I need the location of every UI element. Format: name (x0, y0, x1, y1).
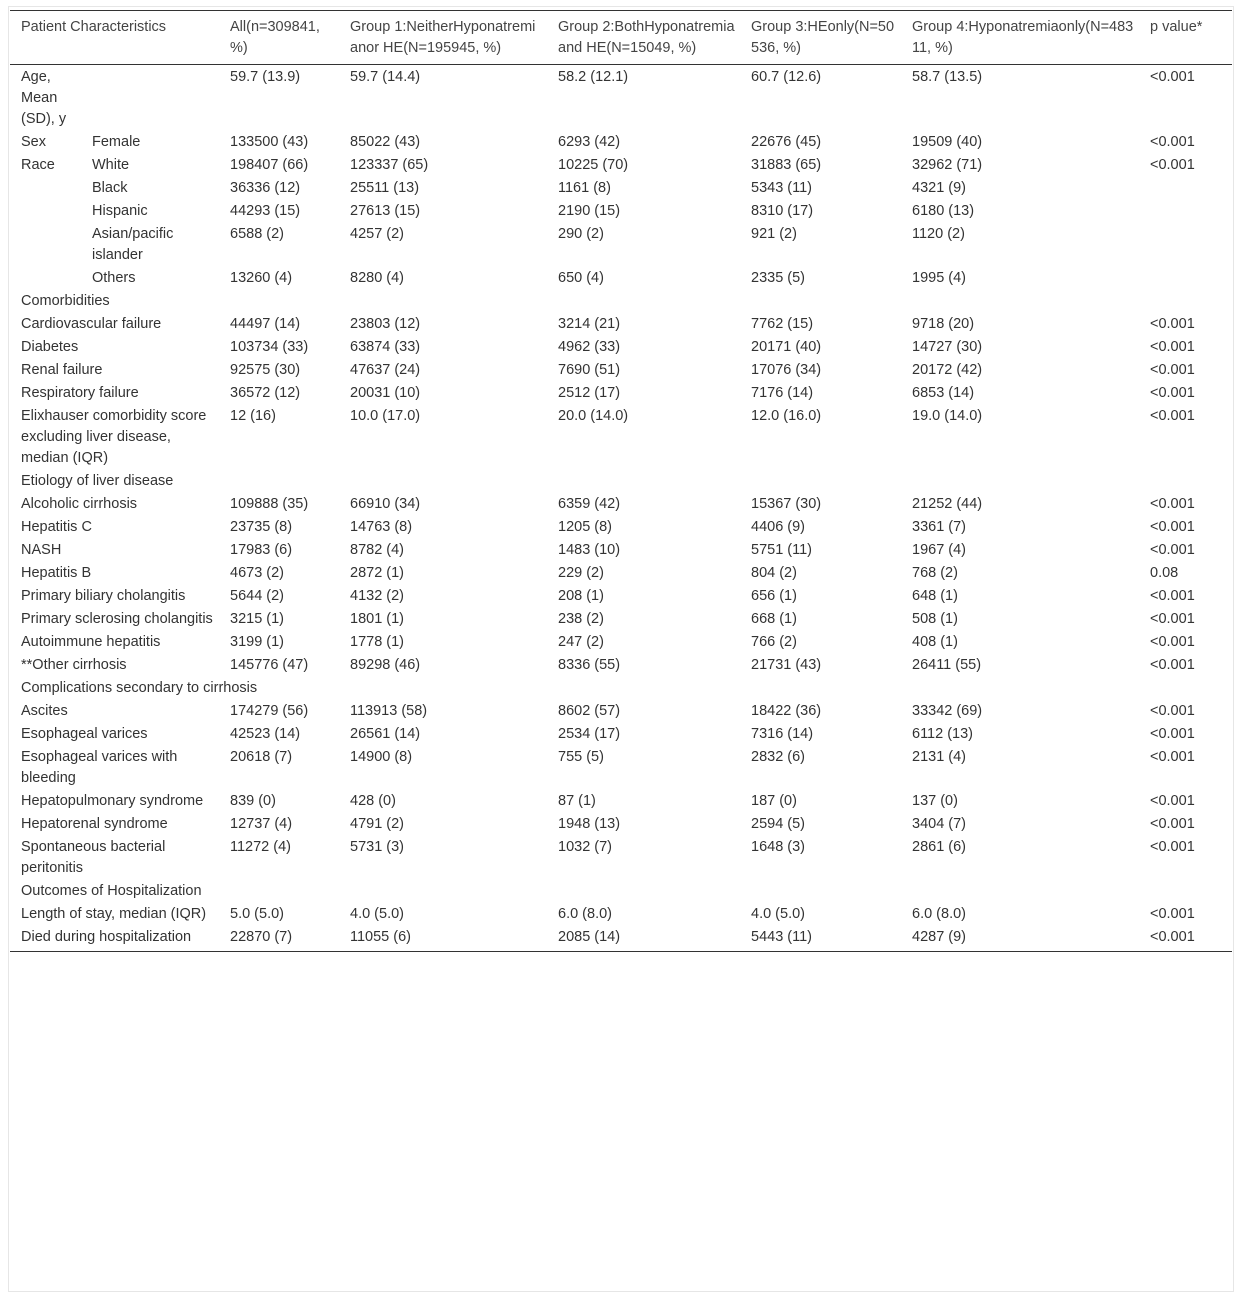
row-sublabel (88, 65, 219, 132)
row-sublabel: White (92, 157, 130, 173)
value-cell: 766 (2) (751, 634, 797, 650)
row-label: Primary sclerosing cholangitis (21, 611, 213, 627)
value-cell: 32962 (71) (912, 157, 983, 173)
p-value-cell: <0.001 (1150, 793, 1195, 809)
table-row (10, 700, 1232, 723)
value-cell: 5644 (2) (230, 588, 285, 604)
value-cell: 5443 (11) (751, 929, 812, 945)
value-cell: 2512 (17) (558, 385, 621, 401)
value-cell: 4673 (2) (230, 565, 285, 581)
row-label (10, 200, 88, 223)
value-cell: 27613 (15) (350, 203, 421, 219)
p-value-cell: <0.001 (1150, 906, 1195, 922)
value-cell: 85022 (43) (350, 134, 421, 150)
value-cell: 4406 (9) (751, 519, 806, 535)
value-cell: 137 (0) (912, 793, 958, 809)
row-label: Hepatitis B (21, 565, 92, 581)
value-cell: 113913 (58) (350, 703, 428, 719)
value-cell: 4.0 (5.0) (751, 906, 805, 922)
value-cell: 1801 (1) (350, 611, 405, 627)
p-value-cell: <0.001 (1150, 69, 1195, 85)
value-cell: 58.7 (13.5) (912, 69, 983, 85)
header-patient-characteristics: Patient Characteristics (21, 19, 167, 35)
value-cell: 33342 (69) (912, 703, 983, 719)
value-cell: 2832 (6) (751, 749, 806, 765)
value-cell: 17076 (34) (751, 362, 822, 378)
p-value-cell: <0.001 (1150, 816, 1195, 832)
value-cell: 648 (1) (912, 588, 958, 604)
value-cell: 6293 (42) (558, 134, 621, 150)
value-cell: 36572 (12) (230, 385, 301, 401)
value-cell: 66910 (34) (350, 496, 421, 512)
value-cell: 2131 (4) (912, 749, 967, 765)
value-cell: 4.0 (5.0) (350, 906, 404, 922)
value-cell: 2335 (5) (751, 270, 806, 286)
p-value-cell (1139, 223, 1232, 267)
value-cell: 2190 (15) (558, 203, 621, 219)
section-heading: Outcomes of Hospitalization (21, 883, 202, 899)
row-label: Sex (21, 134, 46, 150)
value-cell: 247 (2) (558, 634, 604, 650)
p-value-cell: <0.001 (1150, 634, 1195, 650)
value-cell: 23735 (8) (230, 519, 293, 535)
value-cell: 25511 (13) (350, 180, 420, 196)
value-cell: 14900 (8) (350, 749, 413, 765)
row-label: Hepatitis C (21, 519, 92, 535)
value-cell: 174279 (56) (230, 703, 309, 719)
value-cell: 4962 (33) (558, 339, 621, 355)
p-value-cell (1139, 177, 1232, 200)
table-row (10, 313, 1232, 336)
value-cell: 20171 (40) (751, 339, 822, 355)
value-cell: 89298 (46) (350, 657, 421, 673)
row-label: Hepatorenal syndrome (21, 816, 168, 832)
table-row (10, 177, 1232, 200)
section-row (10, 880, 1232, 903)
p-value-cell: <0.001 (1150, 588, 1195, 604)
table-row (10, 790, 1232, 813)
patient-characteristics-table (10, 10, 1232, 952)
value-cell: 12.0 (16.0) (751, 408, 822, 424)
value-cell: 3215 (1) (230, 611, 285, 627)
header-group-3: Group 3:HEonly(N=50536, %) (751, 19, 895, 56)
value-cell: 238 (2) (558, 611, 604, 627)
value-cell: 19.0 (14.0) (912, 408, 983, 424)
value-cell: 6.0 (8.0) (912, 906, 966, 922)
section-row (10, 290, 1232, 313)
value-cell: 8310 (17) (751, 203, 814, 219)
value-cell: 1205 (8) (558, 519, 613, 535)
value-cell: 8336 (55) (558, 657, 621, 673)
value-cell: 7690 (51) (558, 362, 621, 378)
value-cell: 1967 (4) (912, 542, 967, 558)
table-row (10, 65, 1232, 132)
value-cell: 1648 (3) (751, 839, 806, 855)
value-cell: 4132 (2) (350, 588, 405, 604)
value-cell: 103734 (33) (230, 339, 309, 355)
table-row (10, 336, 1232, 359)
value-cell: 20.0 (14.0) (558, 408, 629, 424)
value-cell: 8280 (4) (350, 270, 405, 286)
value-cell: 14727 (30) (912, 339, 983, 355)
value-cell: 2861 (6) (912, 839, 967, 855)
value-cell: 650 (4) (558, 270, 604, 286)
p-value-cell: <0.001 (1150, 339, 1195, 355)
row-label (10, 223, 88, 267)
value-cell: 6588 (2) (230, 226, 285, 242)
value-cell: 58.2 (12.1) (558, 69, 629, 85)
value-cell: 8602 (57) (558, 703, 621, 719)
value-cell: 755 (5) (558, 749, 604, 765)
value-cell: 145776 (47) (230, 657, 309, 673)
value-cell: 5.0 (5.0) (230, 906, 284, 922)
row-label: Hepatopulmonary syndrome (21, 793, 204, 809)
value-cell: 11272 (4) (230, 839, 291, 855)
section-row (10, 470, 1232, 493)
value-cell: 10225 (70) (558, 157, 629, 173)
table-row (10, 746, 1232, 790)
row-label: NASH (21, 542, 62, 558)
value-cell: 9718 (20) (912, 316, 975, 332)
row-label: Primary biliary cholangitis (21, 588, 186, 604)
p-value-cell (1139, 267, 1232, 290)
table-row (10, 405, 1232, 470)
row-sublabel: Asian/pacific islander (92, 226, 174, 263)
value-cell: 7762 (15) (751, 316, 814, 332)
table-row (10, 562, 1232, 585)
p-value-cell (1139, 200, 1232, 223)
value-cell: 4257 (2) (350, 226, 405, 242)
row-label: Cardiovascular failure (21, 316, 162, 332)
row-label: Ascites (21, 703, 68, 719)
table-row (10, 493, 1232, 516)
value-cell: 290 (2) (558, 226, 604, 242)
table-row (10, 585, 1232, 608)
value-cell: 668 (1) (751, 611, 797, 627)
value-cell: 3199 (1) (230, 634, 285, 650)
value-cell: 92575 (30) (230, 362, 301, 378)
table-row (10, 631, 1232, 654)
section-heading: Etiology of liver disease (21, 473, 174, 489)
value-cell: 20031 (10) (350, 385, 421, 401)
value-cell: 508 (1) (912, 611, 958, 627)
value-cell: 2534 (17) (558, 726, 621, 742)
value-cell: 87 (1) (558, 793, 596, 809)
value-cell: 428 (0) (350, 793, 396, 809)
value-cell: 12 (16) (230, 408, 276, 424)
table-row (10, 836, 1232, 880)
p-value-cell: <0.001 (1150, 157, 1195, 173)
row-label: Spontaneous bacterial peritonitis (21, 839, 166, 876)
header-p-value: p value* (1150, 19, 1203, 35)
header-group-1: Group 1:NeitherHyponatremianor HE(N=195945, %) (350, 19, 536, 56)
value-cell: 5731 (3) (350, 839, 405, 855)
value-cell: 21252 (44) (912, 496, 983, 512)
value-cell: 11055 (6) (350, 929, 411, 945)
value-cell: 12737 (4) (230, 816, 293, 832)
row-label: Respiratory failure (21, 385, 139, 401)
p-value-cell: <0.001 (1150, 703, 1195, 719)
table-row (10, 903, 1232, 926)
value-cell: 63874 (33) (350, 339, 421, 355)
table-row (10, 154, 1232, 177)
table-row (10, 200, 1232, 223)
value-cell: 20172 (42) (912, 362, 983, 378)
value-cell: 19509 (40) (912, 134, 983, 150)
p-value-cell: <0.001 (1150, 385, 1195, 401)
table-row (10, 131, 1232, 154)
table-row (10, 608, 1232, 631)
value-cell: 1948 (13) (558, 816, 621, 832)
value-cell: 4321 (9) (912, 180, 967, 196)
value-cell: 18422 (36) (751, 703, 822, 719)
row-label: Autoimmune hepatitis (21, 634, 161, 650)
value-cell: 4287 (9) (912, 929, 967, 945)
value-cell: 15367 (30) (751, 496, 822, 512)
value-cell: 208 (1) (558, 588, 604, 604)
p-value-cell: 0.08 (1150, 565, 1179, 581)
table-row (10, 813, 1232, 836)
value-cell: 17983 (6) (230, 542, 293, 558)
value-cell: 60.7 (12.6) (751, 69, 822, 85)
value-cell: 23803 (12) (350, 316, 421, 332)
p-value-cell: <0.001 (1150, 929, 1195, 945)
value-cell: 408 (1) (912, 634, 958, 650)
value-cell: 21731 (43) (751, 657, 822, 673)
row-label: Alcoholic cirrhosis (21, 496, 138, 512)
table-row (10, 223, 1232, 267)
p-value-cell: <0.001 (1150, 316, 1195, 332)
value-cell: 6853 (14) (912, 385, 975, 401)
value-cell: 804 (2) (751, 565, 797, 581)
value-cell: 47637 (24) (350, 362, 421, 378)
value-cell: 8782 (4) (350, 542, 405, 558)
row-sublabel: Female (92, 134, 141, 150)
value-cell: 1778 (1) (350, 634, 405, 650)
row-label: Renal failure (21, 362, 103, 378)
value-cell: 839 (0) (230, 793, 276, 809)
value-cell: 187 (0) (751, 793, 797, 809)
table-row (10, 267, 1232, 290)
value-cell: 768 (2) (912, 565, 958, 581)
row-label: Diabetes (21, 339, 79, 355)
value-cell: 3214 (21) (558, 316, 621, 332)
p-value-cell: <0.001 (1150, 749, 1195, 765)
section-heading: Comorbidities (21, 293, 110, 309)
value-cell: 36336 (12) (230, 180, 301, 196)
table-row (10, 926, 1232, 952)
value-cell: 44293 (15) (230, 203, 301, 219)
table-row (10, 516, 1232, 539)
value-cell: 229 (2) (558, 565, 604, 581)
row-label: **Other cirrhosis (21, 657, 127, 673)
row-label: Died during hospitalization (21, 929, 192, 945)
value-cell: 2594 (5) (751, 816, 806, 832)
row-label (10, 177, 88, 200)
value-cell: 22676 (45) (751, 134, 822, 150)
value-cell: 26411 (55) (912, 657, 982, 673)
value-cell: 6180 (13) (912, 203, 975, 219)
row-label: Esophageal varices with bleeding (21, 749, 178, 786)
value-cell: 20618 (7) (230, 749, 293, 765)
value-cell: 5751 (11) (751, 542, 812, 558)
value-cell: 198407 (66) (230, 157, 309, 173)
value-cell: 1032 (7) (558, 839, 613, 855)
p-value-cell: <0.001 (1150, 134, 1195, 150)
table-header-row (10, 11, 1232, 65)
table-row (10, 654, 1232, 677)
p-value-cell: <0.001 (1150, 496, 1195, 512)
p-value-cell: <0.001 (1150, 519, 1195, 535)
row-sublabel: Black (92, 180, 128, 196)
p-value-cell: <0.001 (1150, 839, 1195, 855)
row-label: Race (21, 157, 55, 173)
table-row (10, 723, 1232, 746)
value-cell: 6.0 (8.0) (558, 906, 612, 922)
value-cell: 13260 (4) (230, 270, 293, 286)
value-cell: 22870 (7) (230, 929, 293, 945)
value-cell: 31883 (65) (751, 157, 822, 173)
row-label: Esophageal varices (21, 726, 148, 742)
row-sublabel: Hispanic (92, 203, 148, 219)
row-label (10, 267, 88, 290)
value-cell: 10.0 (17.0) (350, 408, 421, 424)
table-row (10, 539, 1232, 562)
value-cell: 4791 (2) (350, 816, 405, 832)
table-row (10, 359, 1232, 382)
value-cell: 5343 (11) (751, 180, 812, 196)
value-cell: 123337 (65) (350, 157, 429, 173)
value-cell: 656 (1) (751, 588, 797, 604)
value-cell: 1995 (4) (912, 270, 967, 286)
value-cell: 26561 (14) (350, 726, 421, 742)
value-cell: 44497 (14) (230, 316, 301, 332)
value-cell: 59.7 (13.9) (230, 69, 301, 85)
header-group-2: Group 2:BothHyponatremiaand HE(N=15049, %) (558, 19, 735, 56)
p-value-cell: <0.001 (1150, 408, 1195, 424)
p-value-cell: <0.001 (1150, 726, 1195, 742)
value-cell: 109888 (35) (230, 496, 309, 512)
value-cell: 2085 (14) (558, 929, 621, 945)
row-label: Age, Mean (SD), y (21, 69, 67, 127)
row-label: Elixhauser comorbidity score excluding liver disease, median (IQR) (21, 408, 207, 466)
value-cell: 133500 (43) (230, 134, 309, 150)
value-cell: 921 (2) (751, 226, 797, 242)
row-label: Length of stay, median (IQR) (21, 906, 207, 922)
header-all: All(n=309841, %) (230, 19, 320, 56)
value-cell: 42523 (14) (230, 726, 301, 742)
value-cell: 1483 (10) (558, 542, 621, 558)
value-cell: 59.7 (14.4) (350, 69, 421, 85)
table-body (10, 65, 1232, 952)
value-cell: 3404 (7) (912, 816, 967, 832)
p-value-cell: <0.001 (1150, 542, 1195, 558)
section-row (10, 677, 1232, 700)
value-cell: 7316 (14) (751, 726, 814, 742)
value-cell: 2872 (1) (350, 565, 405, 581)
value-cell: 3361 (7) (912, 519, 967, 535)
table-row (10, 382, 1232, 405)
p-value-cell: <0.001 (1150, 611, 1195, 627)
section-heading: Complications secondary to cirrhosis (21, 680, 258, 696)
p-value-cell: <0.001 (1150, 657, 1195, 673)
header-group-4: Group 4:Hyponatremiaonly(N=48311, %) (912, 19, 1134, 56)
p-value-cell: <0.001 (1150, 362, 1195, 378)
value-cell: 7176 (14) (751, 385, 814, 401)
value-cell: 14763 (8) (350, 519, 413, 535)
value-cell: 6359 (42) (558, 496, 621, 512)
value-cell: 6112 (13) (912, 726, 973, 742)
value-cell: 1120 (2) (912, 226, 965, 242)
row-sublabel: Others (92, 270, 136, 286)
value-cell: 1161 (8) (558, 180, 611, 196)
